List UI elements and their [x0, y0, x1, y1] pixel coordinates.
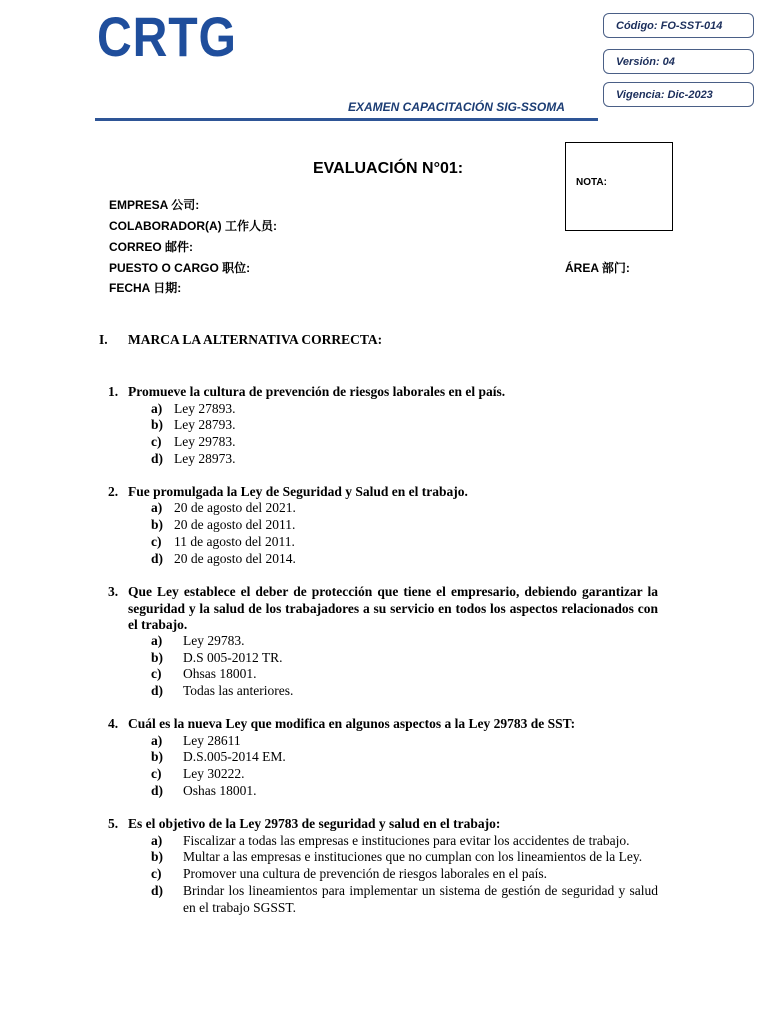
email-field-label: CORREO 邮件: — [109, 240, 194, 254]
option-letter: a) — [151, 401, 163, 416]
option-letter: b) — [151, 749, 164, 764]
option-letter: d) — [151, 783, 164, 798]
option-letter: a) — [151, 500, 163, 515]
document-version-box: Versión: 04 — [603, 49, 754, 74]
option-letter: a) — [151, 633, 163, 648]
option-text: Ley 28793. — [174, 417, 236, 432]
option-text: Ley 28973. — [174, 451, 236, 466]
question-text: Promueve la cultura de prevención de riesgos laborales en el país. — [128, 384, 506, 399]
section-number: I. — [99, 332, 108, 347]
option-text: 20 de agosto del 2014. — [174, 551, 296, 566]
question-text: Es el objetivo de la Ley 29783 de seguridad y salud en el trabajo: — [128, 816, 501, 831]
option-text: 20 de agosto del 2011. — [174, 517, 296, 532]
evaluation-title: EVALUACIÓN N°01: — [313, 160, 464, 177]
question-number: 2. — [108, 484, 119, 499]
option-text: D.S.005-2014 EM. — [183, 749, 286, 764]
option-letter: b) — [151, 849, 164, 864]
option-text: Ley 29783. — [183, 633, 245, 648]
option-text: Fiscalizar a todas las empresas e instituciones para evitar los accidentes de trabajo. — [183, 833, 630, 848]
question-text: Que Ley establece el deber de protección que tiene el empresario, debiendo garantizar la seguridad y la salud de los trabajadores a su servicio en todos los aspectos relacionados con el trabajo. — [128, 584, 658, 633]
company-logo: CRTG — [97, 5, 237, 68]
option-text: Ley 30222. — [183, 766, 245, 781]
option-letter: c) — [151, 766, 162, 781]
document-validity-box: Vigencia: Dic-2023 — [603, 82, 754, 107]
collaborator-field-label: COLABORADOR(A) 工作人员: — [109, 219, 277, 233]
option-text: Ley 27893. — [174, 401, 236, 416]
question-text: Fue promulgada la Ley de Seguridad y Salud en el trabajo. — [128, 484, 468, 499]
option-letter: b) — [151, 517, 164, 532]
question-number: 4. — [108, 716, 119, 731]
question-number: 3. — [108, 584, 119, 599]
document-code-box: Código: FO-SST-014 — [603, 13, 754, 38]
option-text: Oshas 18001. — [183, 783, 257, 798]
section-title: MARCA LA ALTERNATIVA CORRECTA: — [128, 332, 383, 347]
option-letter: a) — [151, 733, 163, 748]
option-text: Ley 28611 — [183, 733, 241, 748]
option-text: 20 de agosto del 2021. — [174, 500, 296, 515]
option-letter: b) — [151, 650, 164, 665]
option-letter: d) — [151, 551, 164, 566]
option-text: Todas las anteriores. — [183, 683, 294, 698]
option-letter: c) — [151, 534, 162, 549]
option-text: Multar a las empresas e instituciones que no cumplan con los lineamientos de la Ley. — [183, 849, 643, 864]
option-text: Promover una cultura de prevención de riesgos laborales en el país. — [183, 866, 547, 881]
grade-label: NOTA: — [576, 177, 607, 188]
option-text: 11 de agosto del 2011. — [174, 534, 295, 549]
option-letter: b) — [151, 417, 164, 432]
option-text: Ohsas 18001. — [183, 666, 257, 681]
question-text: Cuál es la nueva Ley que modifica en algunos aspectos a la Ley 29783 de SST: — [128, 716, 576, 731]
option-letter: c) — [151, 666, 162, 681]
option-letter: c) — [151, 866, 162, 881]
option-letter: d) — [151, 683, 164, 698]
date-field-label: FECHA 日期: — [109, 281, 182, 295]
option-letter: d) — [151, 883, 164, 898]
question-number: 5. — [108, 816, 119, 831]
header-divider — [95, 118, 598, 121]
area-field-label: ÁREA 部门: — [565, 261, 630, 275]
option-text: D.S 005-2012 TR. — [183, 650, 283, 665]
option-text: Ley 29783. — [174, 434, 236, 449]
exam-title: EXAMEN CAPACITACIÓN SIG-SSOMA — [348, 100, 565, 114]
option-letter: a) — [151, 833, 163, 848]
question-number: 1. — [108, 384, 119, 399]
option-letter: d) — [151, 451, 164, 466]
position-field-label: PUESTO O CARGO 职位: — [109, 261, 251, 275]
option-text: Brindar los lineamientos para implementar un sistema de gestión de seguridad y salud en el trabajo SGSST. — [183, 883, 658, 915]
option-letter: c) — [151, 434, 162, 449]
company-field-label: EMPRESA 公司: — [109, 198, 200, 212]
